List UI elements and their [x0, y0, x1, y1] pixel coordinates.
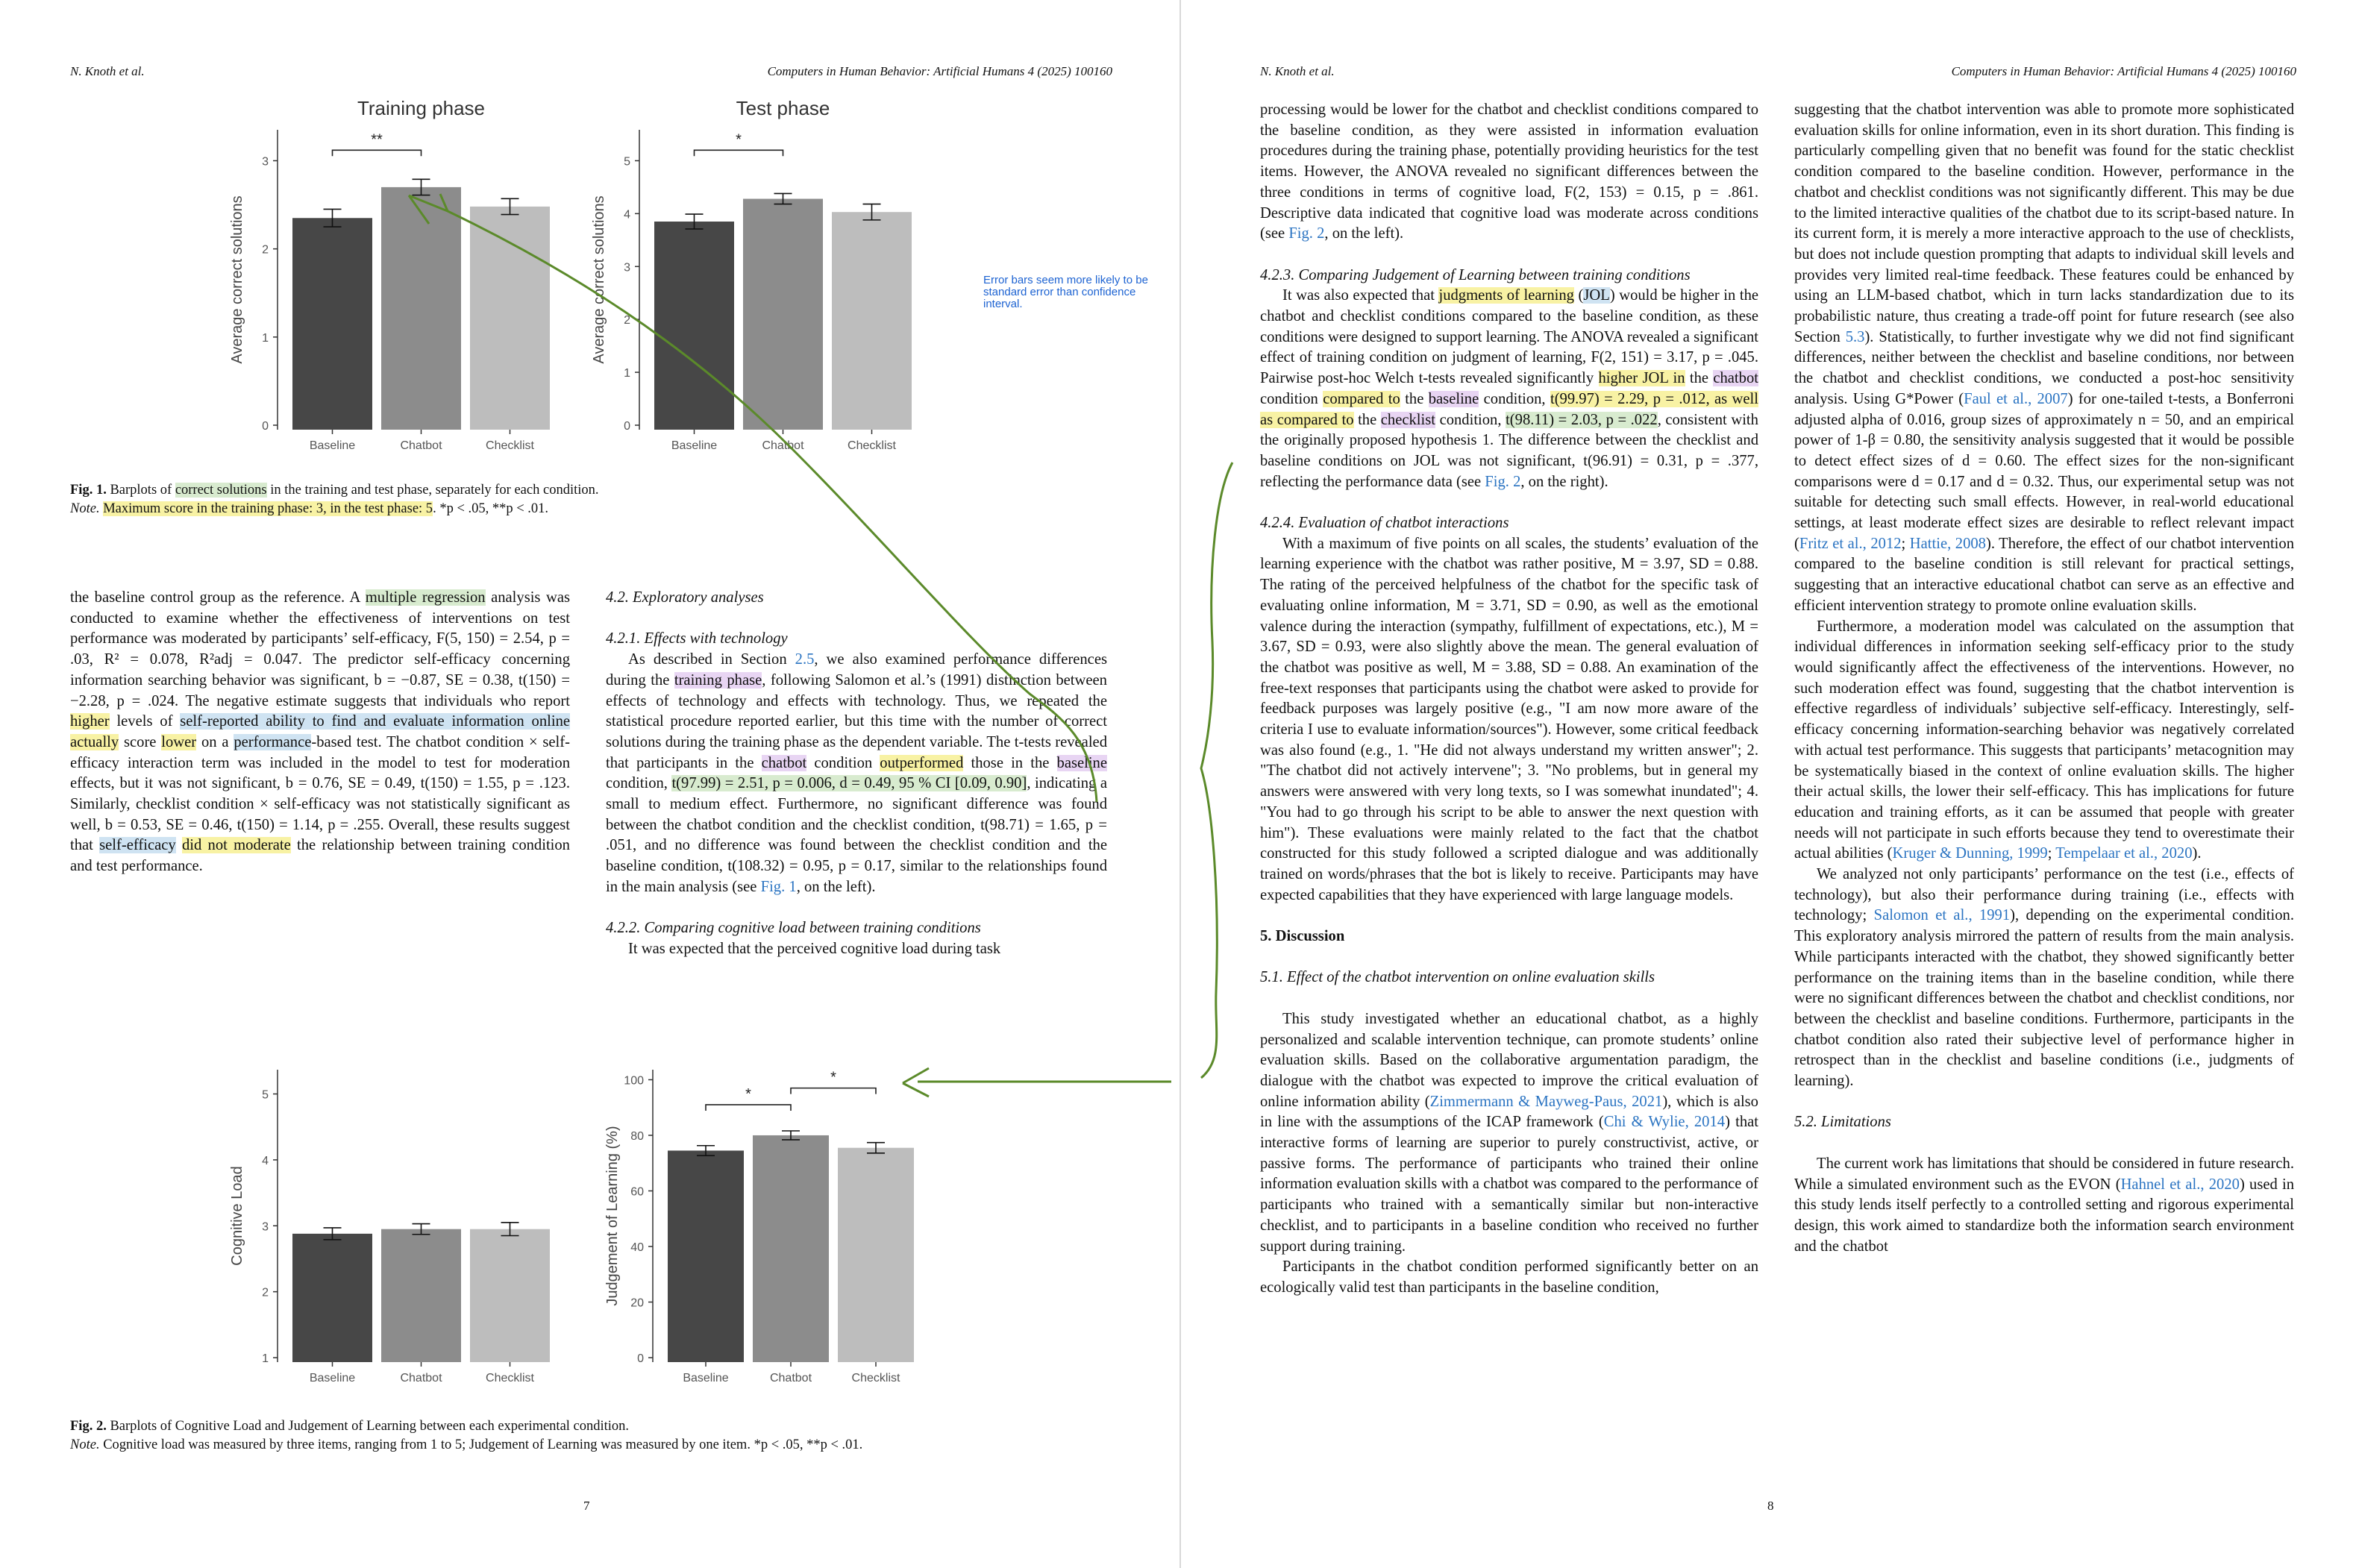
x-tick-label: Checklist [848, 439, 896, 452]
y-tick-label: 0 [624, 420, 630, 433]
heading-5: 5. Discussion [1260, 928, 1345, 945]
ref-fritz[interactable]: Fritz et al., 2012 [1799, 535, 1902, 552]
fig2-caption: Fig. 2. Barplots of Cognitive Load and Judgement of Learning between each experimental condition. Note. Cognitive load was measured by three items, ranging from 1 to 5; Judgement of Learning was measured by one item. *p < .05, **p < .01. [70, 1419, 863, 1452]
x-tick-label: Chatbot [400, 1372, 442, 1384]
left-running-head-authors: N. Knoth et al. [70, 64, 145, 78]
y-tick-label: 5 [624, 155, 630, 169]
ref-hattie[interactable]: Hattie, 2008 [1909, 535, 1986, 552]
ref-hahnel[interactable]: Hahnel et al., 2020 [2120, 1176, 2240, 1193]
x-tick-label: Chatbot [762, 439, 804, 452]
y-tick-label: 0 [262, 420, 269, 433]
y-tick-label: 2 [262, 1286, 269, 1299]
chart-title: Test phase [736, 97, 830, 119]
ref-fig2-b[interactable]: Fig. 2 [1485, 473, 1521, 490]
heading-4-2-1: 4.2.1. Effects with technology [606, 630, 788, 647]
y-tick-label: 80 [630, 1129, 644, 1143]
ref-zimmermann[interactable]: Zimmermann & Mayweg-Paus, 2021 [1429, 1093, 1663, 1110]
annotation-arrow-training [448, 211, 1097, 802]
y-axis-label: Cognitive Load [229, 1166, 245, 1266]
y-tick-label: 4 [262, 1154, 269, 1167]
left-page-number: 7 [583, 1499, 590, 1513]
y-tick-label: 20 [630, 1296, 644, 1310]
chart-title: Training phase [357, 97, 486, 119]
heading-5-2: 5.2. Limitations [1794, 1114, 1891, 1131]
y-axis-label: Average correct solutions [591, 195, 607, 364]
y-tick-label: 0 [637, 1352, 644, 1365]
right-running-head-journal: Computers in Human Behavior: Artificial Humans 4 (2025) 100160 [1951, 64, 2296, 78]
significance-label: * [745, 1085, 751, 1103]
y-tick-label: 1 [262, 331, 269, 345]
y-tick-label: 60 [630, 1185, 644, 1199]
right-page-number: 8 [1767, 1499, 1774, 1513]
left-running-head-journal: Computers in Human Behavior: Artificial Humans 4 (2025) 100160 [767, 64, 1112, 78]
significance-label: ** [371, 131, 383, 148]
heading-5-1: 5.1. Effect of the chatbot intervention on online evaluation skills [1260, 969, 1655, 986]
ref-chi-wylie[interactable]: Chi & Wylie, 2014 [1603, 1114, 1726, 1131]
significance-label: * [736, 131, 742, 148]
heading-4-2: 4.2. Exploratory analyses [606, 589, 764, 606]
left-column-2: 4.2. Exploratory analyses 4.2.1. Effects with technology As described in Section 2.5, we also examined performance differences during the training phase, following Salomon et al.’s (1991) distinction between effects of technology and effects with technology. Thus, we repeated the statistical procedure reported earlier, but this time with the number of correct solutions during the training phase as the dependent variable. The t-tests revealed that participants in the chatbot condition outperformed those in the baseline condition, t(97.99) = 2.51, p = 0.006, d = 0.49, 95 % CI [0.09, 0.90], indicating a small to medium effect. Furthermore, no significant difference was found between the chatbot condition and the checklist condition, t(98.71) = 1.65, p = .051, and no difference was found between the checklist condition and the baseline condition, t(108.32) = 0.95, p = 0.17, similar to the relationships found in the main analysis (see Fig. 1, on the left). 4.2.2. Comparing cognitive load between training conditions It was expected that the perceived cognitive load during task [606, 589, 1107, 957]
right-running-head-authors: N. Knoth et al. [1260, 64, 1335, 78]
ref-section-5-3[interactable]: 5.3 [1845, 328, 1865, 345]
heading-4-2-3: 4.2.3. Comparing Judgement of Learning between training conditions [1260, 266, 1691, 283]
y-tick-label: 1 [624, 367, 630, 380]
x-tick-label: Baseline [309, 439, 356, 452]
y-tick-label: 4 [624, 208, 630, 222]
x-tick-label: Checklist [486, 1372, 534, 1384]
annotation-arrowhead-training [409, 194, 448, 224]
x-tick-label: Baseline [683, 1372, 729, 1384]
heading-4-2-2: 4.2.2. Comparing cognitive load between training conditions [606, 920, 981, 937]
x-tick-label: Baseline [671, 439, 718, 452]
x-tick-label: Checklist [851, 1372, 900, 1384]
annotation-bracket [1201, 462, 1232, 1078]
fig1-caption: Fig. 1. Barplots of correct solutions in the training and test phase, separately for each condition. Note. Maximum score in the training phase: 3, in the test phase: 5. *p < .05, **p < .01. [70, 483, 599, 516]
y-tick-label: 5 [262, 1088, 269, 1102]
ref-kruger[interactable]: Kruger & Dunning, 1999 [1892, 845, 2048, 862]
ref-fig2-a[interactable]: Fig. 2 [1288, 225, 1325, 242]
x-tick-label: Chatbot [400, 439, 442, 452]
y-axis-label: Judgement of Learning (%) [604, 1126, 621, 1306]
y-tick-label: 1 [262, 1352, 269, 1365]
y-tick-label: 3 [262, 155, 269, 169]
y-tick-label: 3 [262, 1220, 269, 1234]
significance-label: * [830, 1069, 836, 1086]
ref-tempelaar[interactable]: Tempelaar et al., 2020 [2055, 845, 2193, 862]
ref-section-2-5[interactable]: 2.5 [795, 651, 815, 668]
comment-annotation: Error bars seem more likely to be standard error than confidence interval. [983, 274, 1148, 310]
y-tick-label: 40 [630, 1241, 644, 1254]
x-tick-label: Baseline [309, 1372, 356, 1384]
right-column-1: processing would be lower for the chatbot and checklist conditions compared to the baseline condition, as they were assisted in information evaluation procedures during the training phase, potentially providing heuristics for the test items. However, the ANOVA revealed no significant differences between the three conditions in terms of cognitive load, F(2, 153) = 0.15, p = .861. Descriptive data indicated that cognitive load was moderate across conditions (see Fig. 2, on the left). 4.2.3. Comparing Judgement of Learning between training conditions It was also expected that judgments of learning (JOL) would be higher in the chatbot and checklist conditions compared to the baseline condition, as these conditions were designed to support learning. The ANOVA revealed a significant effect of training condition on judgment of learning, F(2, 151) = 3.17, p = .045. Pairwise post-hoc Welch t-tests revealed significantly higher JOL in the chatbot condition compared to the baseline condition, t(99.97) = 2.29, p = .012, as well as compared to the checklist condition, t(98.11) = 2.03, p = .022, consistent with the originally proposed hypothesis 1. The difference between the checklist and baseline conditions on JOL was not significant, t(96.91) = 0.31, p = .377, reflecting the performance data (see Fig. 2, on the right). 4.2.4. Evaluation of chatbot interactions With a maximum of five points on all scales, the students’ evaluation of the learning experience with the chatbot was rather positive, M = 3.97, SD = 0.88. The rating of the perceived helpfulness of the chatbot for the specific task of evaluating online information, M = 3.71, SD = 0.90, as well as the emotional valence during the interaction (sympathy, fulfillment of expectations, etc.), M = 3.67, SD = 0.93, were also slightly above the mean. The general evaluation of the chatbot was positive as well, M = 3.88, SD = 0.88. An examination of the free-text responses that participants using the chatbot were asked to provide for feedback purposes was largely positive (e.g., "I am now more aware of the criteria I use to evaluate information/sources"). However, some critical feedback was also found (e.g., 1. "He did not always understand my written answer"; 2. "The chatbot did not actively intervene"; 3. "No problems, but in general my answers were answered with very long texts, so I was somewhat inundated"; 4. "You had to go through his script to be able to answer the next question with him"). These evaluations were mainly related to the fact that the chatbot constructed for this study followed a scripted dialogue and was additionally trained on words/phrases that the bot is likely to receive. Participants may have expected capabilities that they have experienced with large language models. 5. Discussion 5.1. Effect of the chatbot intervention on online evaluation skills This study investigated whether an educational chatbot, as a highly personalized and scalable intervention technique, can promote students’ online evaluation skills. Based on the collaborative argumentation paradigm, the dialogue with the chatbot was expected to improve the critical evaluation of online information ability (Zimmermann & Mayweg-Paus, 2021), which is also in line with the assumptions of the ICAP framework (Chi & Wylie, 2014) that interactive forms of learning are superior to purely constructivist, active, or passive forms. The performance of participants who trained their online information evaluation skills with a chatbot was compared to the performance of participants who trained with a semantically similar but non-interactive checklist, and to participants in a baseline condition who received no further support during training. Participants in the chatbot condition performed significantly better on an ecologically valid test than participants in the baseline condition, [1260, 101, 1759, 1296]
y-tick-label: 100 [624, 1074, 644, 1088]
y-tick-label: 3 [624, 261, 630, 275]
left-column-1: the baseline control group as the reference. A multiple regression analysis was conducted to examine whether the effectiveness of interventions on test performance was moderated by participants’ self-efficacy, F(5, 150) = 2.54, p = .03, R² = 0.078, R²adj = 0.047. The predictor self-efficacy concerning information searching behavior was significant, b = −0.87, SE = 0.38, t(150) = −2.28, p = .024. The negative estimate suggests that individuals who report higher levels of self-reported ability to find and evaluate information online actually score lower on a performance-based test. The chatbot condition × self-efficacy interaction term was included in the model to test for moderation effects, but it was not significant, b = 0.76, SE = 0.49, t(150) = 1.55, p = .123. Similarly, checklist condition × self-efficacy was not statistically significant as well, b = 0.53, SE = 0.46, t(150) = 1.14, p = .255. Overall, these results suggest that self-efficacy did not moderate the relationship between training condition and test performance. [70, 589, 571, 875]
ref-fig1[interactable]: Fig. 1 [760, 878, 797, 895]
y-tick-label: 2 [262, 243, 269, 257]
x-tick-label: Chatbot [769, 1372, 812, 1384]
y-axis-label: Average correct solutions [229, 195, 245, 364]
x-tick-label: Checklist [486, 439, 534, 452]
heading-4-2-4: 4.2.4. Evaluation of chatbot interactions [1260, 515, 1509, 532]
y-tick-label: 2 [624, 314, 630, 327]
ref-salomon[interactable]: Salomon et al., 1991 [1873, 907, 2011, 924]
ref-faul[interactable]: Faul et al., 2007 [1964, 390, 2068, 407]
right-column-2: suggesting that the chatbot intervention was able to promote more sophisticated evaluation skills for online information, even in its short duration. This finding is particularly compelling given that no benefit was found for the static checklist condition compared to the baseline condition. However, performance in the chatbot and checklist conditions was not significantly different. This may be due to the limited interactive qualities of the chatbot due to its script-based nature. In its current form, it is merely a more interactive approach to the use of checklists, but does not include question prompting that adapts to individual skill levels and provides very limited real-time feedback. These features could be enhanced by using an LLM-based chatbot, which in turn lacks standardization due to its probabilistic nature, thus creating a trade-off point for future research (see also Section 5.3). Statistically, to further investigate why we did not find significant differences, neither between the checklist and baseline conditions, nor between the chatbot and checklist conditions, we conducted a post-hoc sensitivity analysis. Using G*Power (Faul et al., 2007) for one-tailed t-tests, a Bonferroni adjusted alpha of 0.016, group sizes of approximately n = 50, and an empirical power of 1-β = 0.80, the sensitivity analysis suggested that it would be possible to detect effect sizes of d = 0.60. The effect sizes for the non-significant comparisons were d = 0.17 and d = 0.32. Thus, our experimental setup was not suitable for detecting such small effects. However, in real-world educational settings, at least moderate effect sizes are desirable to reflect relevant impact (Fritz et al., 2012; Hattie, 2008). Therefore, the effect of our chatbot intervention compared to the baseline condition is still relevant for practical settings, suggesting that an interactive educational chatbot can serve as an effective and efficient intervention strategy to promote online evaluation skills. Furthermore, a moderation model was calculated on the assumption that individual differences in information seeking self-efficacy prior to the study would significantly affect the effectiveness of the interventions. However, no such moderation effect was found, suggesting that the chatbot intervention is effective regardless of individuals’ subjective self-efficacy. Interestingly, self-efficacy concerning information-searching behavior was negatively correlated with actual test performance. This suggests that participants’ metacognition may be systematically biased in the context of online evaluation skills. The higher their actual skills, the lower their self-efficacy. This has implications for future education and training efforts, as it can be assumed that people with greater needs will not participate in such efforts because they tend to overestimate their actual abilities (Kruger & Dunning, 1999; Tempelaar et al., 2020). We analyzed not only participants’ performance on the test (i.e., effects of technology), but also their performance during training (i.e., effects with technology; Salomon et al., 1991), depending on the experimental condition. This exploratory analysis mirrored the pattern of results from the main analysis. While participants interacted with the chatbot, they showed significantly better performance on the training items than in the baseline condition, while there were no significant differences between the chatbot and checklist conditions, nor between the checklist and baseline conditions. Furthermore, participants in the chatbot condition also rated their subjective level of performance higher in retrospect than in the checklist and baseline conditions (i.e., judgments of learning). 5.2. Limitations The current work has limitations that should be considered in future research. While a simulated environment such as the EVON (Hahnel et al., 2020) used in this study lends itself perfectly to a controlled setting and rigorous experimental design, this work aimed to standardize both the information search environment and the chatbot [1794, 101, 2295, 1255]
